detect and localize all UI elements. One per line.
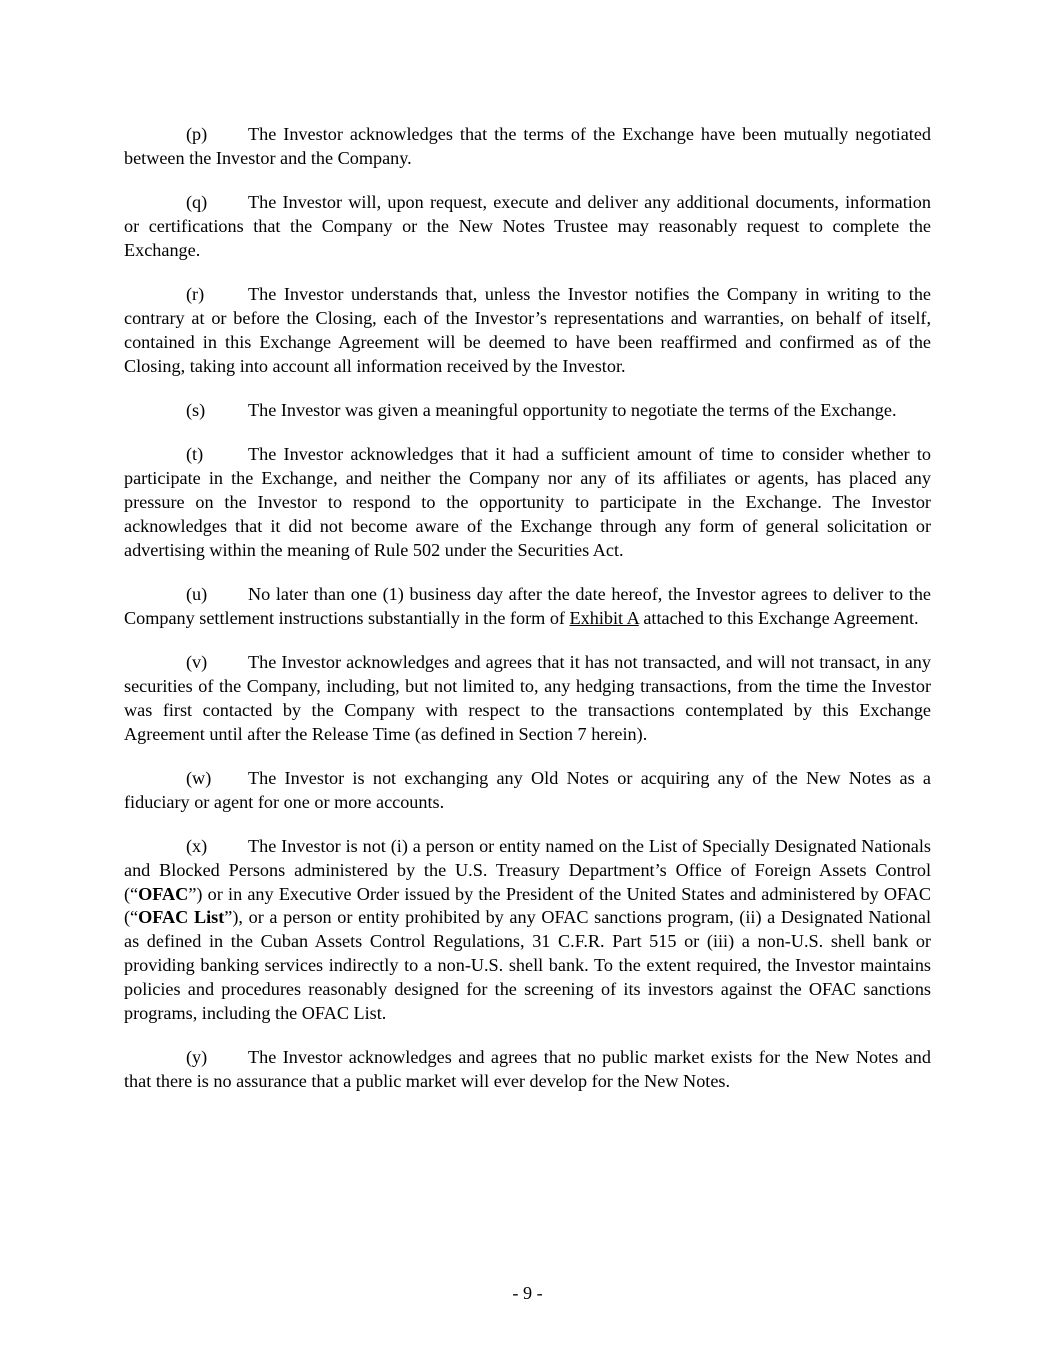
paragraph-text: The Investor is not (i) a person or entity named on the List of Specially Designated Nationals and Blocked Persons administered by the U.S. Treasury Department’s Office of Foreign Assets Control (“ bbox=[124, 836, 931, 904]
paragraph-label: (y) bbox=[186, 1047, 208, 1068]
paragraph-text: The Investor acknowledges and agrees that no public market exists for the New Notes and that there is no assurance that a public market will ever develop for the New Notes. bbox=[124, 1047, 931, 1091]
paragraph-label: (t) bbox=[186, 444, 204, 465]
paragraph-y bbox=[124, 1046, 931, 1094]
paragraph-x bbox=[124, 835, 931, 1025]
exhibit-a-reference: Exhibit A bbox=[569, 607, 639, 628]
paragraph-text: The Investor acknowledges that the terms of the Exchange have been mutually negotiated between the Investor and the Company. bbox=[124, 124, 931, 168]
paragraph-label: (x) bbox=[186, 836, 208, 857]
paragraph-label: (w) bbox=[186, 767, 212, 788]
paragraph-label: (q) bbox=[186, 192, 208, 213]
page-number: - 9 - bbox=[512, 1283, 543, 1303]
paragraph-p bbox=[124, 123, 931, 171]
document-body bbox=[124, 123, 931, 1114]
paragraph-label: (v) bbox=[186, 652, 208, 673]
paragraph-s bbox=[124, 399, 931, 423]
paragraph-label: (r) bbox=[186, 284, 205, 305]
paragraph-label: (s) bbox=[186, 399, 206, 420]
paragraph-q bbox=[124, 191, 931, 262]
paragraph-text: The Investor was given a meaningful opportunity to negotiate the terms of the Exchange. bbox=[248, 399, 897, 420]
paragraph-text: The Investor acknowledges that it had a sufficient amount of time to consider whether to participate in the Exchange, and neither the Company nor any of its affiliates or agents, has placed any pressure on the Investor to respond to the opportunity to participate in the Exchange. The Investor acknowledges that it did not become aware of the Exchange through any form of general solicitation or advertising within the meaning of Rule 502 under the Securities Act. bbox=[124, 444, 931, 560]
defined-term-ofac-list: OFAC List bbox=[138, 907, 225, 928]
paragraph-text: No later than one (1) business day after the date hereof, the Investor agrees to deliver to the Company settlement instructions substantially in the form of bbox=[124, 583, 931, 628]
defined-term-ofac: OFAC bbox=[138, 883, 189, 904]
paragraph-t bbox=[124, 443, 931, 562]
paragraph-text: attached to this Exchange Agreement. bbox=[638, 607, 919, 628]
paragraph-text: ”) or in any Executive Order issued by the President of the United States and administered by OFAC (“ bbox=[124, 883, 931, 928]
paragraph-w bbox=[124, 767, 931, 815]
paragraph-text: ”), or a person or entity prohibited by any OFAC sanctions program, (ii) a Designated National as defined in the Cuban Assets Control Regulations, 31 C.F.R. Part 515 or (iii) a non-U.S. shell bank or providing banking services indirectly to a non-U.S. shell bank. To the extent required, the Investor maintains policies and procedures reasonably designed for the screening of its investors against the OFAC sanctions programs, including the OFAC List. bbox=[124, 907, 931, 1023]
paragraph-text: The Investor acknowledges and agrees that it has not transacted, and will not transact, in any securities of the Company, including, but not limited to, any hedging transactions, from the time the Investor was first contacted by the Company with respect to the transactions contemplated by this Exchange Agreement until after the Release Time (as defined in Section 7 herein). bbox=[124, 652, 931, 744]
paragraph-u bbox=[124, 583, 931, 631]
paragraph-v bbox=[124, 651, 931, 746]
paragraph-r bbox=[124, 283, 931, 378]
paragraph-text: The Investor is not exchanging any Old Notes or acquiring any of the New Notes as a fiduciary or agent for one or more accounts. bbox=[124, 767, 931, 812]
paragraph-label: (p) bbox=[186, 124, 208, 144]
paragraph-text: The Investor understands that, unless the Investor notifies the Company in writing to the contrary at or before the Closing, each of the Investor’s representations and warranties, on behalf of itself, contained in this Exchange Agreement will be deemed to have been reaffirmed and confirmed as of the Closing, taking into account all information received by the Investor. bbox=[124, 284, 931, 376]
paragraph-label: (u) bbox=[186, 583, 208, 604]
paragraph-text: The Investor will, upon request, execute and deliver any additional documents, information or certifications that the Company or the New Notes Trustee may reasonably request to complete the Exchange. bbox=[124, 192, 931, 260]
